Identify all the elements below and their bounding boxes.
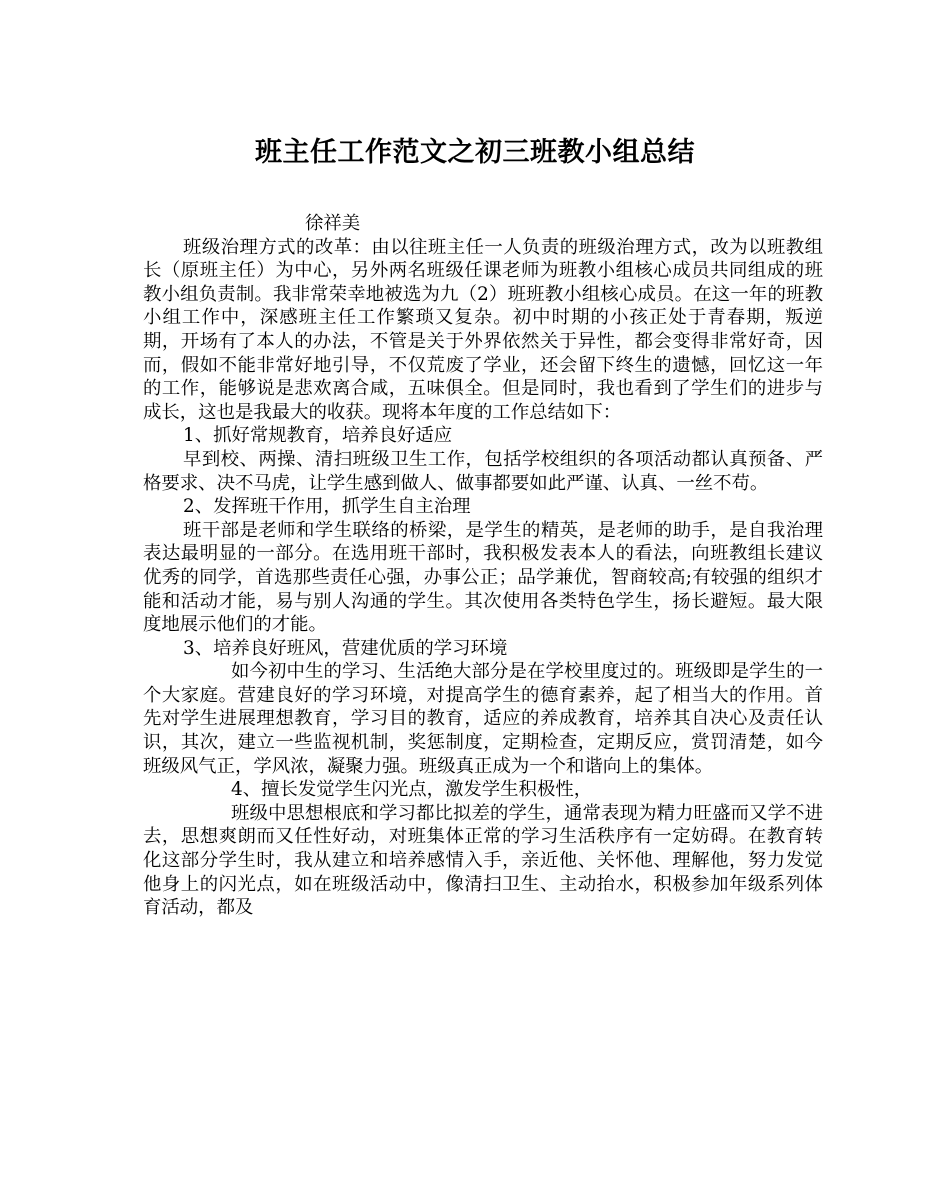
paragraph-section-4: 班级中思想根底和学习都比拟差的学生，通常表现为精力旺盛而又学不进去，思想爽朗而又任性好动，对班集体正常的学习生活秩序有一定妨碍。在教育转化这部分学生时，我从建立和培养感情入手，亲近他、关怀他、理解他，努力发觉他身上的闪光点，如在班级活动中，像清扫卫生、主动抬水，积极参加年级系列体育活动，都及 (143, 802, 823, 919)
author-name: 徐祥美 (305, 213, 361, 234)
document-body (143, 212, 823, 920)
document-title: 班主任工作范文之初三班教小组总结 (255, 137, 695, 168)
section-heading-1: 1、抓好常规教育，培养良好适应 (183, 425, 453, 447)
section-heading-4: 4、擅长发觉学生闪光点，激发学生积极性， (231, 779, 593, 801)
paragraph-intro: 班级治理方式的改革：由以往班主任一人负责的班级治理方式，改为以班教组长（原班主任）为中心，另外两名班级任课老师为班教小组核心成员共同组成的班教小组负责制。我非常荣幸地被选为九（2）班班教小组核心成员。在这一年的班教小组工作中，深感班主任工作繁琐又复杂。初中时期的小孩正处于青春期，叛逆期，开场有了本人的办法，不管是关于外界依然关于异性，都会变得非常好奇，因而，假如不能非常好地引导，不仅荒废了学业，还会留下终生的遗憾，回忆这一年的工作，能够说是悲欢离合咸，五味俱全。但是同时，我也看到了学生们的进步与成长，这也是我最大的收获。现将本年度的工作总结如下： (143, 236, 823, 423)
paragraph-section-2: 班干部是老师和学生联络的桥梁，是学生的精英，是老师的助手，是自我治理表达最明显的一部分。在选用班干部时，我积极发表本人的看法，向班教组长建议优秀的同学，首选那些责任心强，办事公正；品学兼优，智商较高;有较强的组织才能和活动才能，易与别人沟通的学生。其次使用各类特色学生，扬长避短。最大限度地展示他们的才能。 (143, 519, 823, 636)
section-heading-3: 3、培养良好班风，营建优质的学习环境 (183, 637, 508, 659)
paragraph-section-3: 如今初中生的学习、生活绝大部分是在学校里度过的。班级即是学生的一个大家庭。营建良好的学习环境，对提高学生的德育素养，起了相当大的作用。首先对学生进展理想教育，学习目的教育，适应的养成教育，培养其自决心及责任认识，其次，建立一些监视机制，奖惩制度，定期检查，定期反应，赏罚清楚，如今班级风气正，学风浓，凝聚力强。班级真正成为一个和谐向上的集体。 (143, 661, 823, 777)
paragraph-section-1: 早到校、两操、清扫班级卫生工作，包括学校组织的各项活动都认真预备、严格要求、决不马虎，让学生感到做人、做事都要如此严谨、认真、一丝不苟。 (143, 448, 823, 494)
section-heading-2: 2、发挥班干作用，抓学生自主治理 (183, 496, 471, 518)
